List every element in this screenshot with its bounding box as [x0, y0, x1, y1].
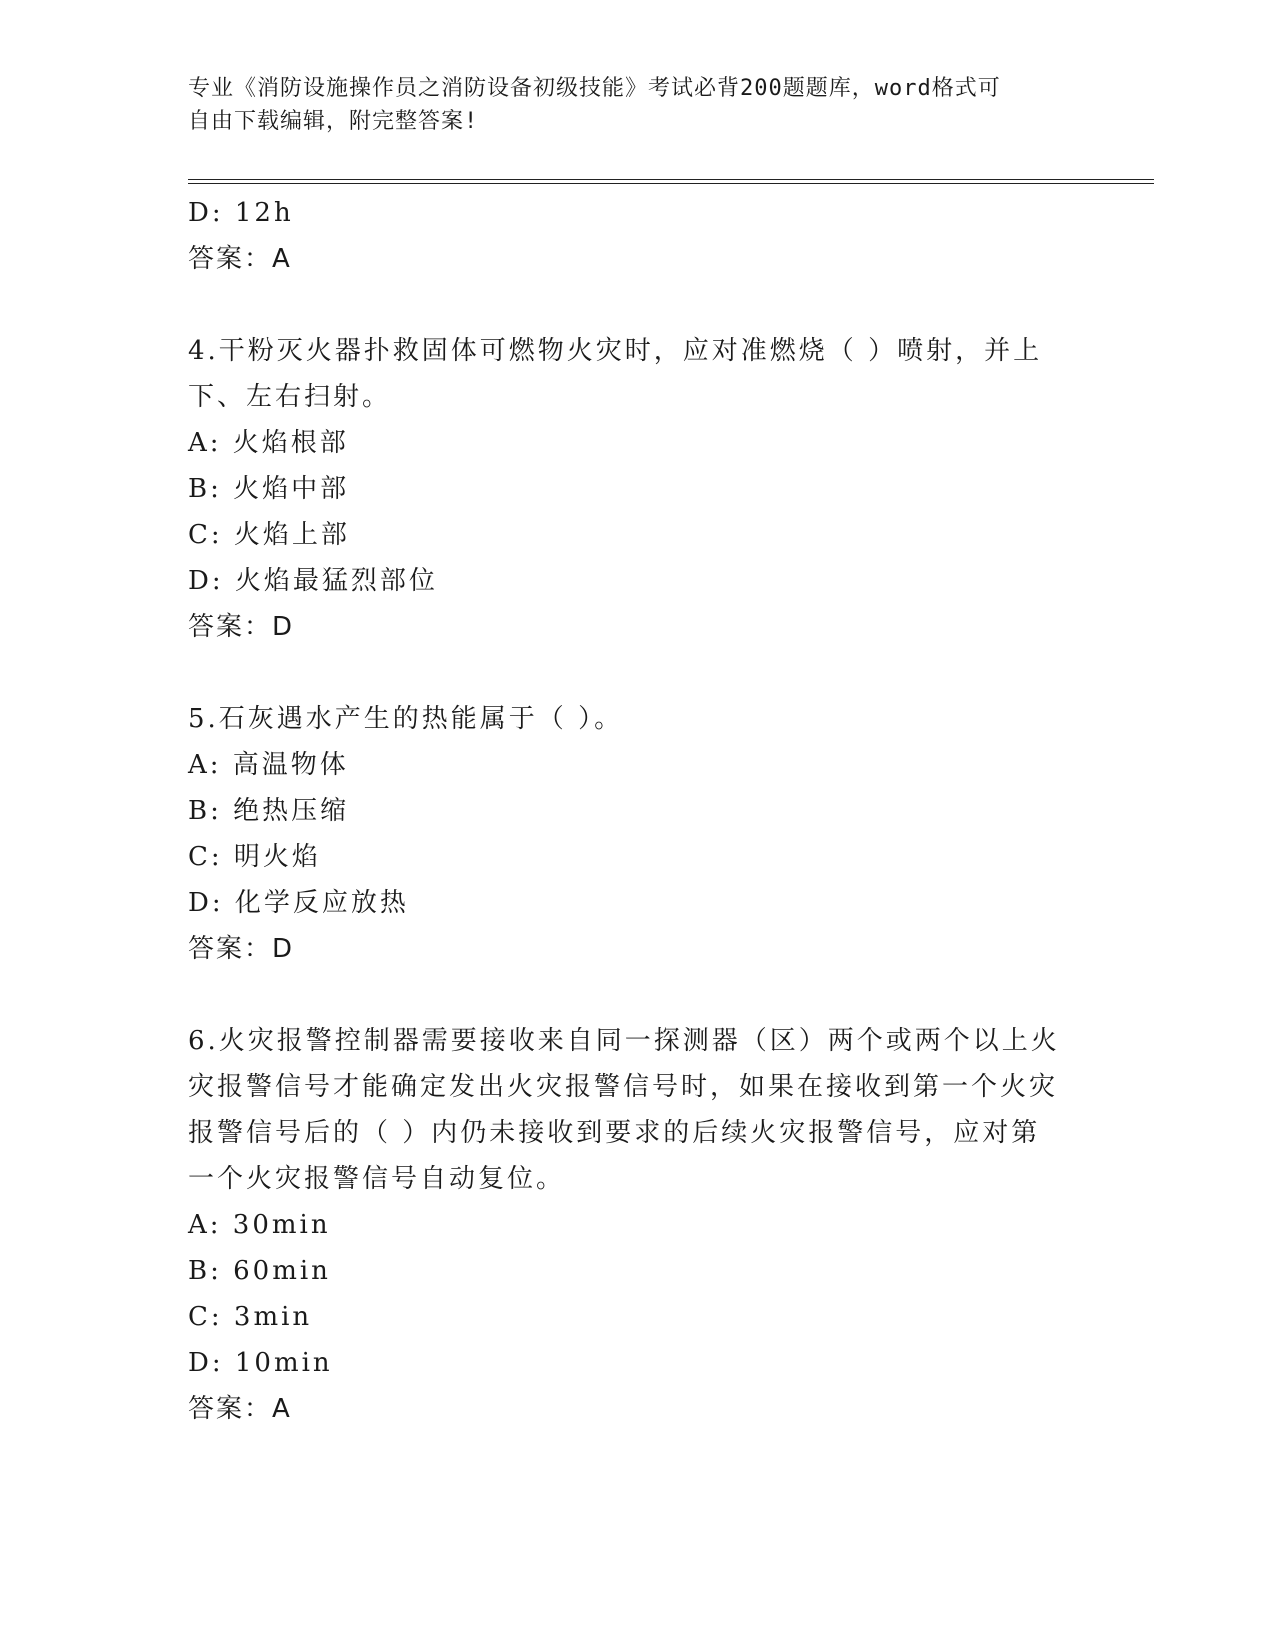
question-6	[188, 1018, 1088, 1432]
header-line-1: 专业《消防设施操作员之消防设备初级技能》考试必背200题题库，word格式可	[188, 76, 1001, 101]
question-5-stem-line-1: 5.石灰遇水产生的热能属于（ ）。	[188, 704, 624, 734]
question-4-option-d: D: 火焰最猛烈部位	[188, 566, 438, 596]
spacer	[188, 972, 1088, 1018]
question-4-stem-line-1: 4.干粉灭火器扑救固体可燃物火灾时，应对准燃烧（ ）喷射，并上	[188, 336, 1043, 366]
question-6-stem-line-1: 6.火灾报警控制器需要接收来自同一探测器（区）两个或两个以上火	[188, 1026, 1060, 1056]
question-6-stem-line-4: 一个火灾报警信号自动复位。	[188, 1164, 566, 1194]
question-4-option-a: A: 火焰根部	[188, 428, 349, 458]
question-6-answer: 答案：A	[188, 1394, 292, 1424]
header-divider-bottom	[188, 183, 1154, 184]
question-3-option-d: D: 12h	[188, 198, 294, 228]
question-4	[188, 328, 1088, 650]
question-4-option-b: B: 火焰中部	[188, 474, 350, 504]
question-6-option-a: A: 30min	[188, 1210, 331, 1240]
question-6-stem-line-2: 灾报警信号才能确定发出火灾报警信号时，如果在接收到第一个火灾	[188, 1072, 1059, 1102]
question-4-answer: 答案：D	[188, 612, 295, 642]
question-list	[188, 190, 1088, 1432]
question-5-option-c: C: 明火焰	[188, 842, 321, 872]
question-6-stem-line-3: 报警信号后的（ ）内仍未接收到要求的后续火灾报警信号，应对第	[188, 1118, 1041, 1148]
header-line-2: 自由下载编辑，附完整答案!	[188, 109, 479, 134]
document-header	[188, 72, 1068, 138]
header-divider-top	[188, 179, 1154, 180]
question-5-option-d: D: 化学反应放热	[188, 888, 409, 918]
question-3	[188, 190, 1088, 282]
question-5	[188, 696, 1088, 972]
spacer	[188, 650, 1088, 696]
question-3-answer: 答案：A	[188, 244, 292, 274]
question-4-stem-line-2: 下、左右扫射。	[188, 382, 392, 412]
question-5-answer: 答案：D	[188, 934, 295, 964]
question-4-option-c: C: 火焰上部	[188, 520, 350, 550]
spacer	[188, 282, 1088, 328]
question-6-option-c: C: 3min	[188, 1302, 313, 1332]
question-6-option-d: D: 10min	[188, 1348, 333, 1378]
question-5-option-a: A: 高温物体	[188, 750, 349, 780]
question-6-option-b: B: 60min	[188, 1256, 331, 1286]
question-5-option-b: B: 绝热压缩	[188, 796, 350, 826]
